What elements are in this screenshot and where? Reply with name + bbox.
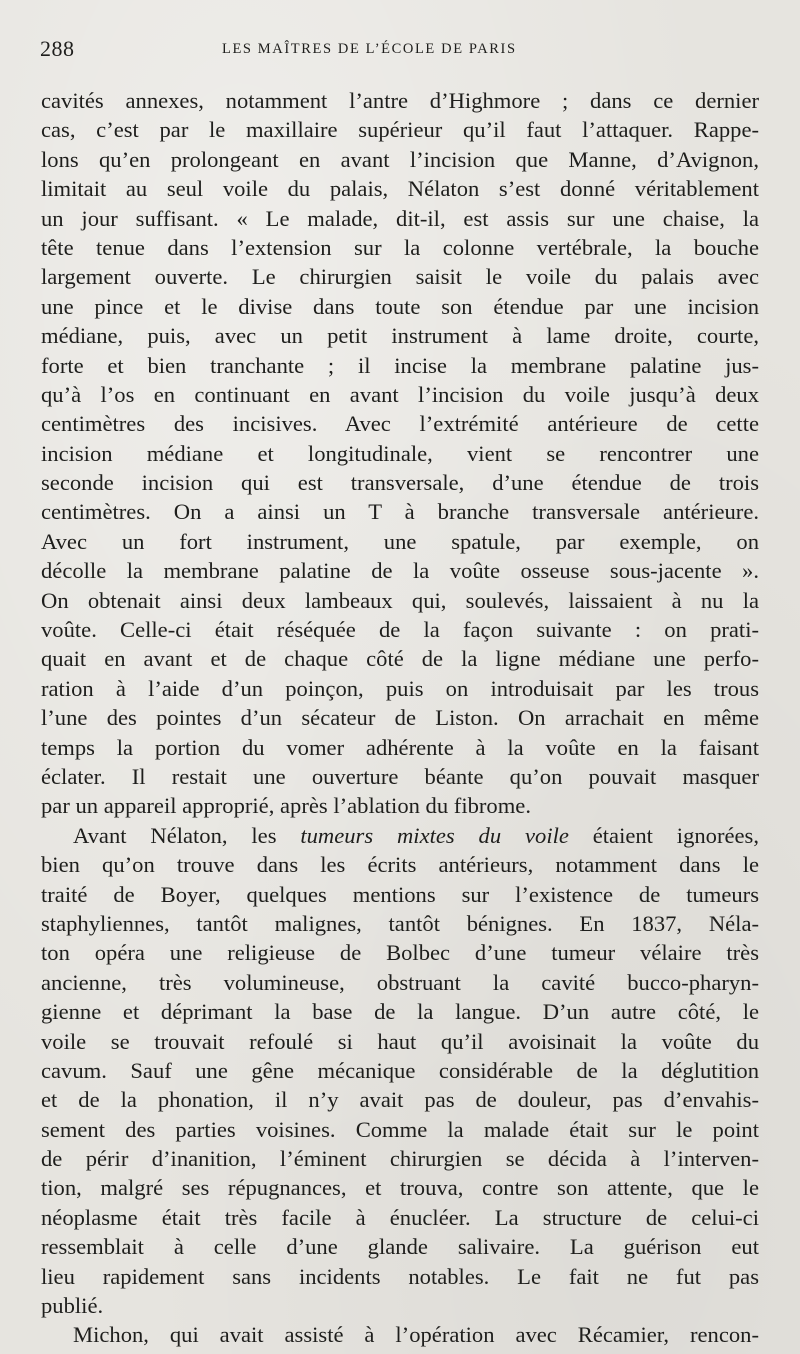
page-number: 288 [40,36,75,61]
text-line: tion, malgré ses répugnances, et trouva, contre son attente, que le [41,1175,759,1201]
text-line: publié. [41,1293,104,1319]
text-line: centimètres. On a ainsi un T à branche transversale antérieure. [41,499,759,525]
running-head: LES MAÎTRES DE L’ÉCOLE DE PARIS [222,41,517,57]
text-line: largement ouverte. Le chirurgien saisit le voile du palais avec [41,264,759,290]
text-line: On obtenait ainsi deux lambeaux qui, soulevés, laissaient à nu la [41,587,759,613]
text-line: voile se trouvait refoulé si haut qu’il avoisinait la voûte du [41,1028,759,1054]
text-line: temps la portion du vomer adhérente à la voûte en la faisant [41,734,759,760]
text-line: par un appareil approprié, après l’ablation du fibrome. [41,793,531,819]
text-line: traité de Boyer, quelques mentions sur l’existence de tumeurs [41,881,759,907]
text-line: forte et bien tranchante ; il incise la membrane palatine jus- [41,352,759,378]
text-line: sement des parties voisines. Comme la malade était sur le point [41,1116,759,1142]
text-line: seconde incision qui est transversale, d’une étendue de trois [41,470,759,496]
text-line: staphyliennes, tantôt malignes, tantôt bénignes. En 1837, Néla- [41,910,759,936]
text-line: cavités annexes, notamment l’antre d’Highmore ; dans ce dernier [41,88,759,113]
text-line: bien qu’on trouve dans les écrits antérieurs, notamment dans le [41,852,759,878]
text-line: qu’à l’os en continuant en avant l’incision du voile jusqu’à deux [41,381,759,407]
italic-phrase: tumeurs mixtes du voile [300,822,569,848]
text-line: incision médiane et longitudinale, vient se rencontrer une [41,440,759,466]
text-line: gienne et déprimant la base de la langue. D’un autre côté, le [41,999,759,1025]
text-line: néoplasme était très facile à énucléer. La structure de celui-ci [41,1204,759,1230]
body-text [41,86,759,1350]
text-line: de périr d’inanition, l’éminent chirurgien se décida à l’interven- [41,1146,759,1172]
text-line: centimètres des incisives. Avec l’extrémité antérieure de cette [41,411,759,437]
text-line: décolle la membrane palatine de la voûte osseuse sous-jacente ». [41,558,759,584]
text-line: cavum. Sauf une gêne mécanique considérable de la déglutition [41,1057,759,1083]
text-line: médiane, puis, avec un petit instrument à lame droite, courte, [41,323,759,349]
text-line: cas, c’est par le maxillaire supérieur qu’il faut l’attaquer. Rappe- [41,117,759,143]
page-header [40,36,760,62]
text-run: étaient ignorées, [568,822,759,848]
text-line: lons qu’en prolongeant en avant l’incision que Manne, d’Avignon, [41,146,759,172]
text-line: ration à l’aide d’un poinçon, puis on introduisait par les trous [41,675,759,701]
text-line: une pince et le divise dans toute son étendue par une incision [41,293,759,319]
text-line: éclater. Il restait une ouverture béante qu’on pouvait masquer [41,763,759,789]
paragraph-start-line: Michon, qui avait assisté à l’opération avec Récamier, rencon- [73,1322,759,1348]
text-line: tête tenue dans l’extension sur la colonne vertébrale, la bouche [41,234,759,260]
text-line: Avec un fort instrument, une spatule, par exemple, on [41,528,759,554]
text-line: quait en avant et de chaque côté de la ligne médiane une perfo- [41,646,759,672]
text-line: limitait au seul voile du palais, Nélaton s’est donné véritablement [41,176,759,202]
text-line: ton opéra une religieuse de Bolbec d’une tumeur vélaire très [41,940,759,966]
text-line: un jour suffisant. « Le malade, dit-il, est assis sur une chaise, la [41,205,759,231]
text-run: Avant Nélaton, les [73,822,301,848]
text-line: ressemblait à celle d’une glande salivaire. La guérison eut [41,1234,759,1260]
text-line: et de la phonation, il n’y avait pas de douleur, pas d’envahis- [41,1087,759,1113]
text-line: lieu rapidement sans incidents notables. Le fait ne fut pas [41,1263,759,1289]
paragraph-start-line [41,821,759,850]
text-line: voûte. Celle-ci était réséquée de la façon suivante : on prati- [41,617,759,643]
text-line: ancienne, très volumineuse, obstruant la cavité bucco-pharyn- [41,969,759,995]
text-line: l’une des pointes d’un sécateur de Liston. On arrachait en même [41,705,759,731]
